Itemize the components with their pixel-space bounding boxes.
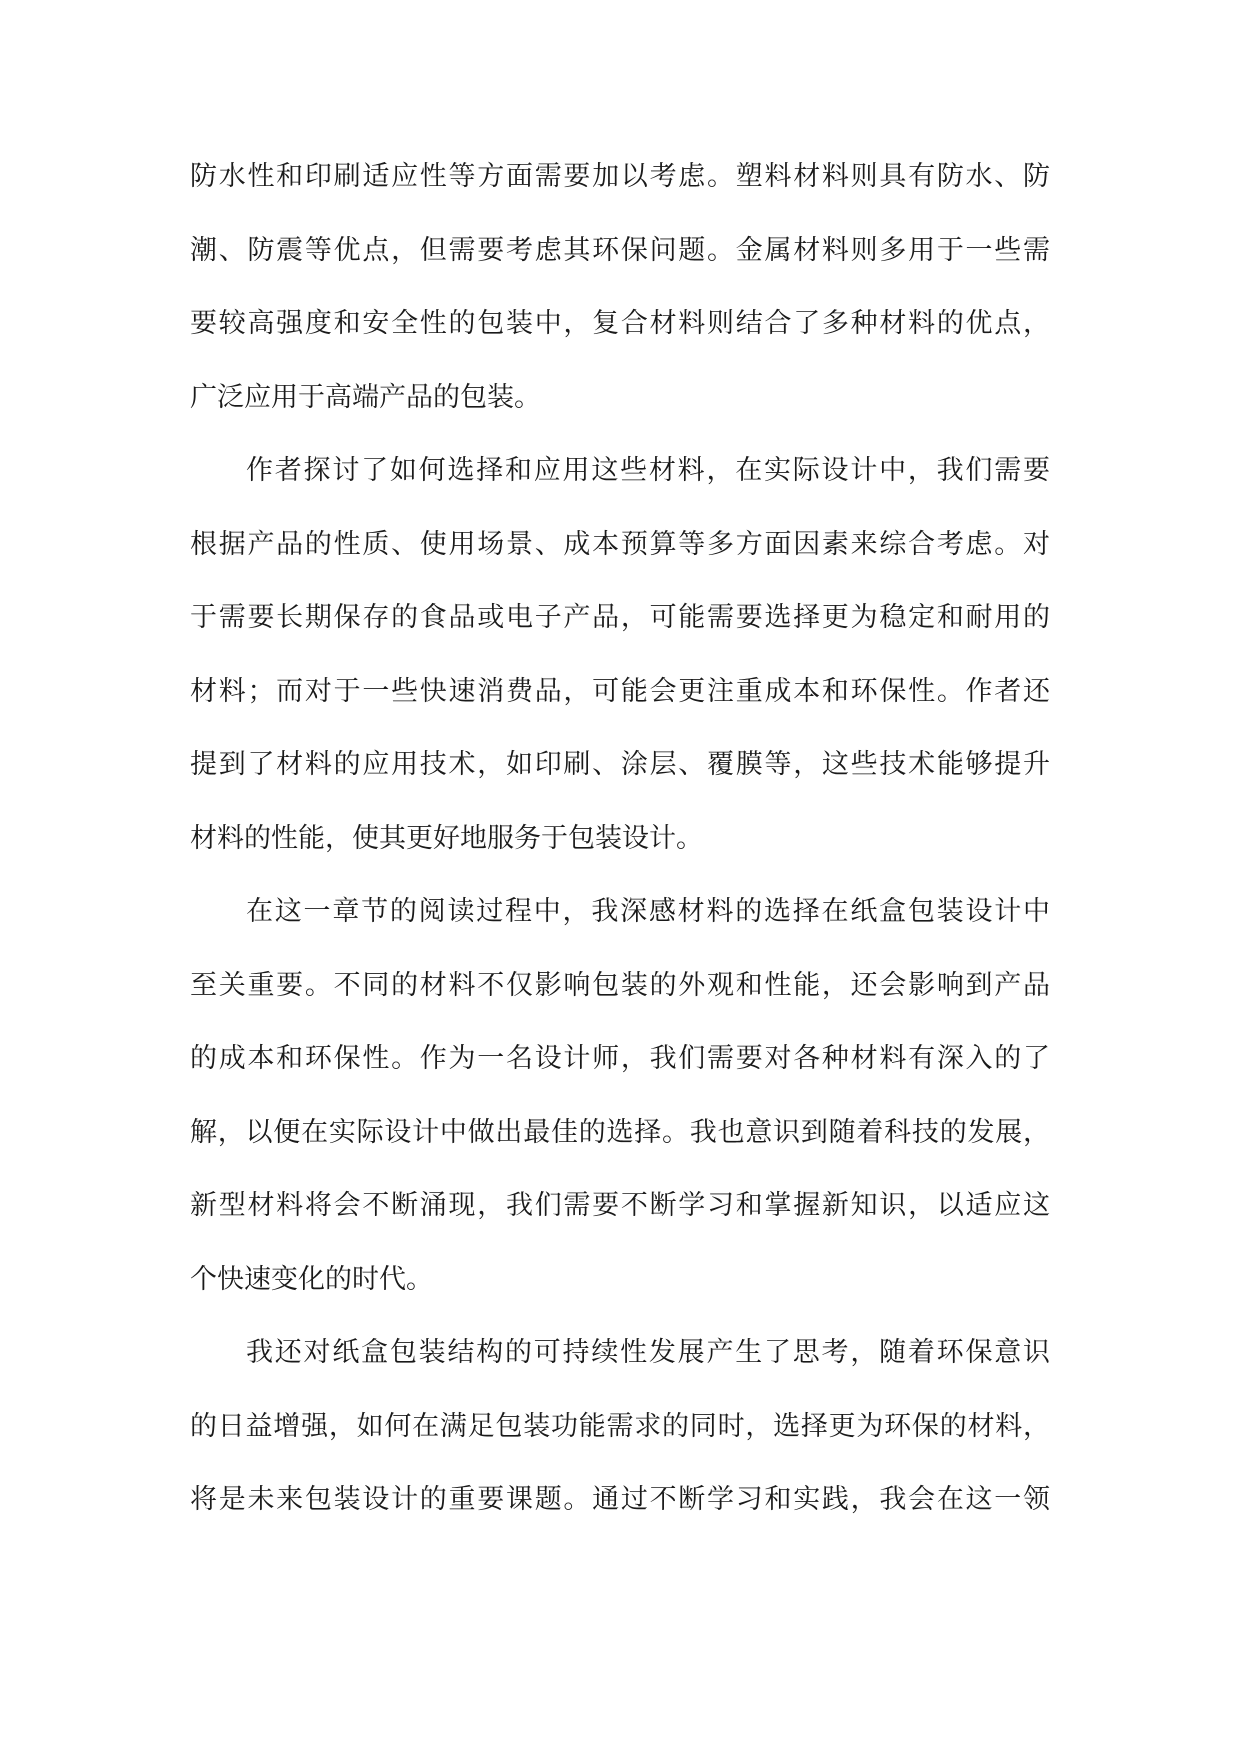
text-line: 在这一章节的阅读过程中，我深感材料的选择在纸盒包装设计中 [246, 896, 1050, 927]
text-line: 至关重要。不同的材料不仅影响包装的外观和性能，还会影响到产品 [190, 969, 1050, 1001]
text-line: 要较高强度和安全性的包装中，复合材料则结合了多种材料的优点， [190, 308, 1050, 339]
text-line: 我还对纸盒包装结构的可持续性发展产生了思考，随着环保意识 [246, 1337, 1050, 1368]
text-line: 材料；而对于一些快速消费品，可能会更注重成本和环保性。作者还 [190, 675, 1050, 707]
text-line: 于需要长期保存的食品或电子产品，可能需要选择更为稳定和耐用的 [190, 602, 1050, 633]
text-line: 防水性和印刷适应性等方面需要加以考虑。塑料材料则具有防水、防 [190, 161, 1050, 192]
body-text [190, 140, 1050, 1537]
text-line: 的成本和环保性。作为一名设计师，我们需要对各种材料有深入的了 [190, 1043, 1050, 1074]
text-line: 材料的性能，使其更好地服务于包装设计。 [190, 822, 703, 854]
text-line: 的日益增强，如何在满足包装功能需求的同时，选择更为环保的材料， [190, 1410, 1050, 1442]
text-line: 根据产品的性质、使用场景、成本预算等多方面因素来综合考虑。对 [190, 528, 1050, 560]
text-line: 解，以便在实际设计中做出最佳的选择。我也意识到随着科技的发展， [190, 1116, 1050, 1148]
text-line: 广泛应用于高端产品的包装。 [190, 381, 541, 413]
text-line: 新型材料将会不断涌现，我们需要不断学习和掌握新知识，以适应这 [190, 1190, 1050, 1221]
text-line: 个快速变化的时代。 [190, 1263, 433, 1295]
text-line: 将是未来包装设计的重要课题。通过不断学习和实践，我会在这一领 [190, 1484, 1050, 1515]
text-line: 提到了材料的应用技术，如印刷、涂层、覆膜等，这些技术能够提升 [190, 749, 1050, 780]
text-line: 作者探讨了如何选择和应用这些材料，在实际设计中，我们需要 [246, 455, 1050, 486]
text-line: 潮、防震等优点，但需要考虑其环保问题。金属材料则多用于一些需 [190, 234, 1050, 266]
